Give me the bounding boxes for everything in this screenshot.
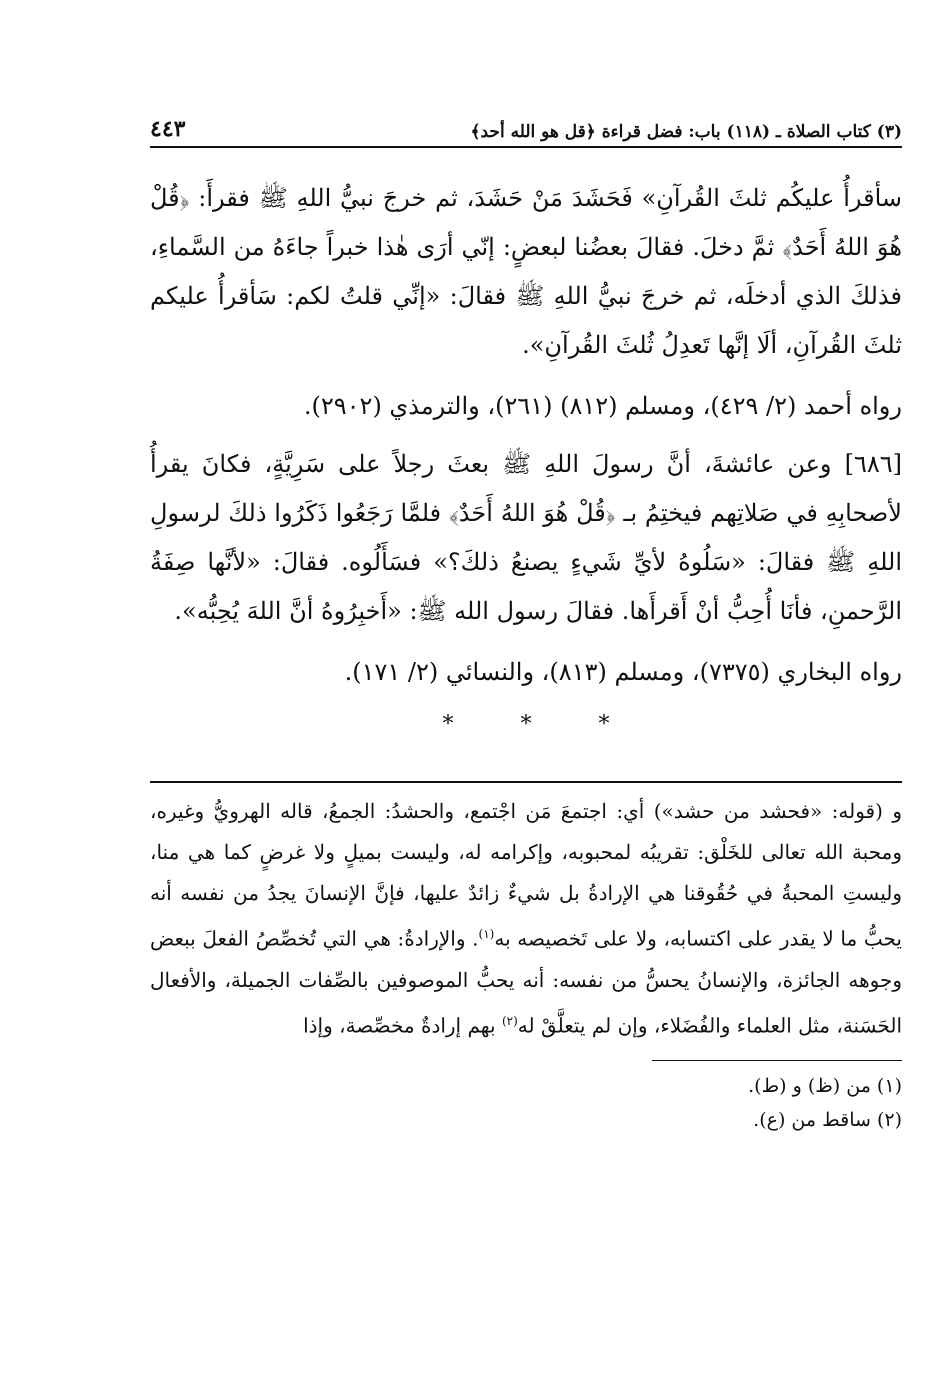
page-number: ٤٤٣ <box>150 116 186 142</box>
commentary-divider <box>150 781 902 783</box>
footnotes <box>150 1069 902 1137</box>
commentary-part-1: و (قوله: «فحشد من حشد») أي: اجتمعَ مَن اجْتمع، والحشدُ: الجمعُ، قاله الهرويُّ وغيره، ومحبة الله تعالى للخَلْق: تقريبُه لمحبوبه، وإكرامه له، وليست بميلٍ ولا غرضٍ كما هي منا، وليستِ المحبةُ في حُقُوقنا هي الإرادةُ بل شيءٌ زائدٌ عليها، فإنَّ الإنسانَ يجدُ من نفسه أنه يحبُّ ما لا يقدر على اكتسابه، ولا على تَخصيصه به <box>150 799 903 951</box>
footnote-2: (٢) ساقط من (ع). <box>753 1109 902 1132</box>
footnote-ref-2: (٢) <box>501 1013 518 1028</box>
commentary-part-2: . والإرادةُ: هي التي تُخصِّصُ الفعلَ ببعض وجوهه الجائزة، والإنسانُ يحسُّ من نفسه: أنه يحبُّ الموصوفين بالصِّفات الجميلة، والأفعال الحَسَنة، مثل العلماء والفُضَلاء، وإن لم يتعلَّقْ له <box>150 926 902 1038</box>
separator-star: * <box>442 712 454 737</box>
commentary-text <box>150 791 902 1046</box>
separator-star: * <box>520 712 532 737</box>
document-page <box>150 112 902 1137</box>
footnote-ref-1: (١) <box>478 927 495 941</box>
footnote-1: (١) من (ظ) و (ط). <box>748 1075 902 1098</box>
hadith-continuation: سأقرأُ عليكُم ثلثَ القُرآنِ» فَحَشَدَ مَنْ حَشَدَ، ثم خرجَ نبيُّ اللهِ ﷺ فقرأَ: ﴿قُلْ هُوَ اللهُ أَحَدٌ﴾ ثمَّ دخلَ. فقالَ بعضُنا لبعضٍ: إنّي أرَى هٰذا خبراً جاءَهُ من السَّماءِ، فذلكَ الذي أدخلَه، ثم خرجَ نبيُّ اللهِ ﷺ فقالَ: «إنِّي قلتُ لكم: سَأقرأُ عليكم ثلثَ القُرآنِ، ألَا إنَّها تَعدِلُ ثُلثَ القُرآنِ». <box>150 184 902 359</box>
footnote-divider <box>652 1060 902 1061</box>
page-header <box>150 112 902 148</box>
running-title: (٣) كتاب الصلاة ـ (١١٨) باب: فضل قراءة ﴿قل هو الله أحد﴾ <box>470 122 902 142</box>
hadith-source-1: رواه أحمد (٢/ ٤٢٩)، ومسلم (٨١٢) (٢٦١)، والترمذي (٢٩٠٢). <box>303 392 902 420</box>
hadith-source-2: رواه البخاري (٧٣٧٥)، ومسلم (٨١٣)، والنسائي (٢/ ١٧١). <box>344 658 902 686</box>
separator-star: * <box>598 712 610 737</box>
section-separator <box>150 712 902 737</box>
hadith-686-text: وعن عائشةَ، أنَّ رسولَ اللهِ ﷺ بعثَ رجلاً على سَرِيَّةٍ، فكانَ يقرأُ لأصحابِهِ في صَلاتِهم فيختِمُ بـ ﴿قُلْ هُوَ اللهُ أَحَدٌ﴾ فلمَّا رَجَعُوا ذَكَرُوا ذلكَ لرسولِ اللهِ ﷺ فقالَ: «سَلُوهُ لأيِّ شَيءٍ يصنعُ ذلكَ؟» فسَأَلُوه. فقالَ: «لأنَّها صِفَةُ الرَّحمنِ، فأنَا أُحِبُّ أنْ أَقرأَها. فقالَ رسول الله ﷺ: «أَخبِرُوهُ أنَّ اللهَ يُحِبُّه». <box>150 450 902 625</box>
hadith-number: [٦٨٦] <box>844 450 902 478</box>
main-text <box>150 174 902 692</box>
hadith-686 <box>150 440 902 636</box>
commentary-part-3: بهم إرادةٌ مخصِّصة، وإذا <box>303 1013 502 1038</box>
